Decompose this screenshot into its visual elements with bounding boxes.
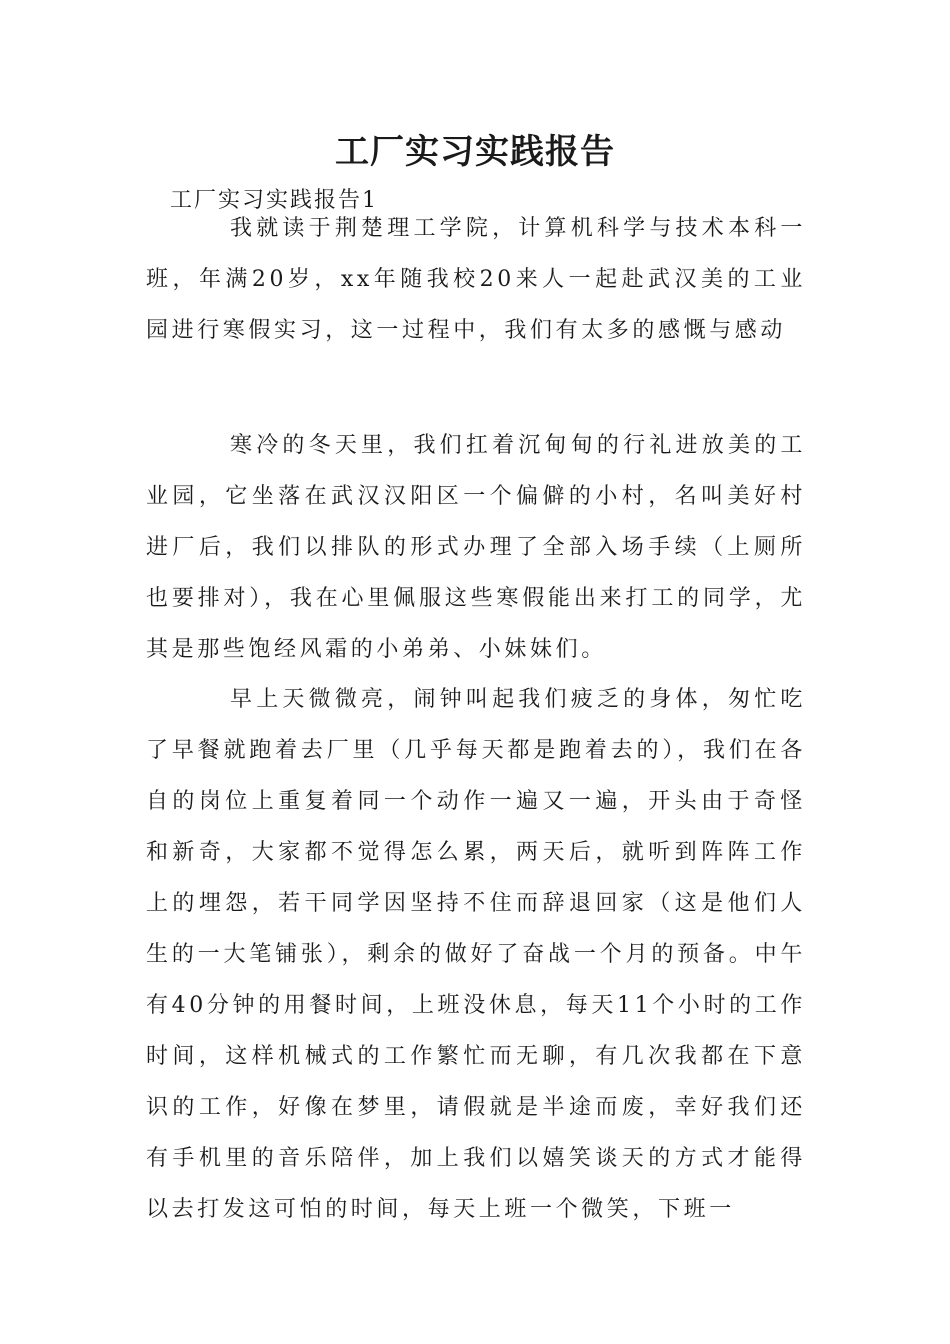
document-title: 工厂实习实践报告 (335, 132, 615, 172)
paragraph-3: 早上天微微亮，闹钟叫起我们疲乏的身体，匆忙吃了早餐就跑着去厂里（几乎每天都是跑着去的），我们在各自的岗位上重复着同一个动作一遍又一遍，开头由于奇怪和新奇，大家都不觉得怎么累，两天后，就听到阵阵工作上的埋怨，若干同学因坚持不住而辞退回家（这是他们人生的一大笔铺张），剩余的做好了奋战一个月的预备。中午有40分钟的用餐时间，上班没休息，每天11个小时的工作时间，这样机械式的工作繁忙而无聊，有几次我都在下意识的工作，好像在梦里，请假就是半途而废，幸好我们还有手机里的音乐陪伴，加上我们以嬉笑谈天的方式才能得以去打发这可怕的时间，每天上班一个微笑，下班一 (146, 687, 806, 1222)
paragraph-1: 我就读于荆楚理工学院，计算机科学与技术本科一班，年满20岁，xx年随我校20来人一起赴武汉美的工业园进行寒假实习，这一过程中，我们有太多的感慨与感动 (146, 216, 806, 343)
section-heading: 工厂实习实践报告1 (170, 188, 378, 213)
paragraph-2: 寒冷的冬天里，我们扛着沉甸甸的行礼进放美的工业园，它坐落在武汉汉阳区一个偏僻的小村，名叫美好村进厂后，我们以排队的形式办理了全部入场手续（上厕所也要排对），我在心里佩服这些寒假能出来打工的同学，尤其是那些饱经风霜的小弟弟、小妹妹们。 (146, 433, 806, 662)
